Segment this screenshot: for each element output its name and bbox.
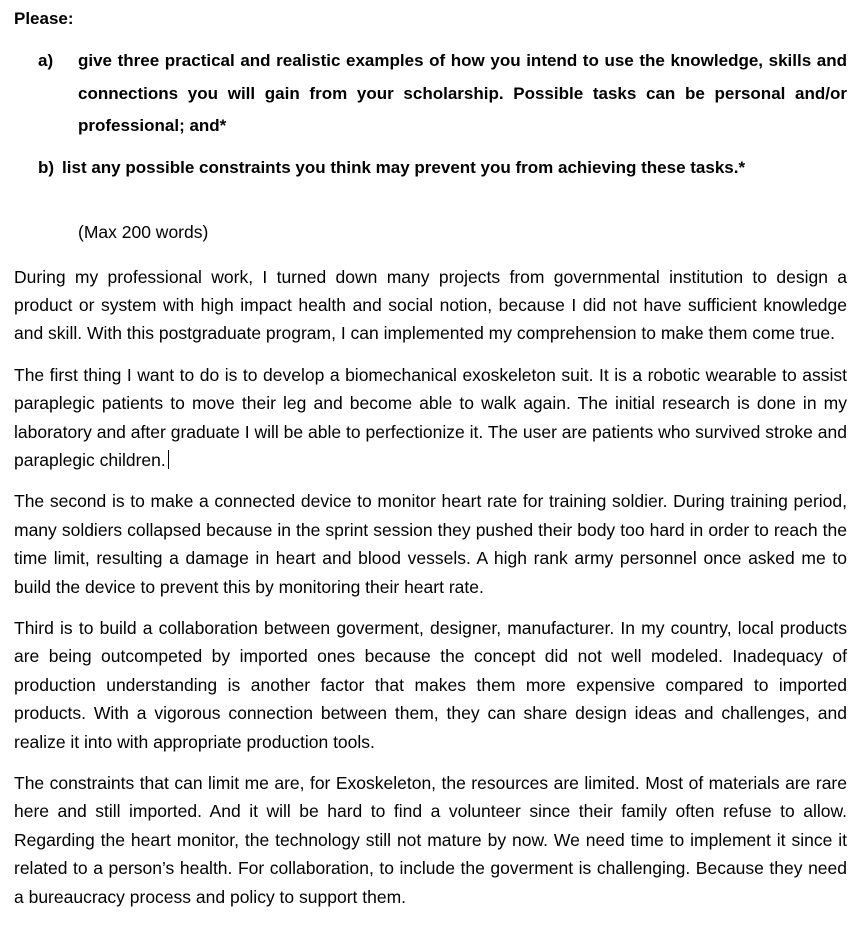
body-paragraph-2 xyxy=(14,361,847,475)
body-paragraph-4: Third is to build a collaboration between goverment, designer, manufacturer. In my country, local products are being outcompeted by imported ones because the concept did not well modeled. Inadequacy of production understanding is another factor that makes them more expensive compared to imported products. With a vigorous connection between them, they can share design ideas and challenges, and realize it into with appropriate production tools. xyxy=(14,617,847,752)
list-text-a: give three practical and realistic examples of how you intend to use the knowledge, skills and connections you will gain from your scholarship. Possible tasks can be personal and/or professional; and* xyxy=(78,51,847,135)
word-limit-note: (Max 200 words) xyxy=(78,221,209,242)
body-paragraph-1: During my professional work, I turned down many projects from governmental institution to design a product or system with high impact health and social notion, because I did not have sufficient knowledge and skill. With this postgraduate program, I can implemented my comprehension to make them come true. xyxy=(14,266,847,344)
paragraph-text: The first thing I want to do is to develop a biomechanical exoskeleton suit. It is a robotic wearable to assist paraplegic patients to move their leg and become able to walk again. The initial research is done in my laboratory and after graduate I will be able to perfectionize it. The user are patients who survived stroke and paraplegic children. xyxy=(14,364,847,470)
intro-label: Please: xyxy=(14,9,74,28)
body-paragraph-5: The constraints that can limit me are, for Exoskeleton, the resources are limited. Most of materials are rare here and still imported. And it will be hard to find a volunteer since their family often refuse to allow. Regarding the heart monitor, the technology still not mature by now. We need time to implement it since it related to a person’s health. For collaboration, to include the goverment is challenging. Because they need a bureaucracy process and policy to support them. xyxy=(14,773,847,907)
list-marker-b: b) xyxy=(38,157,55,177)
body-paragraph-3: The second is to make a connected device to monitor heart rate for training soldier. During training period, many soldiers collapsed because in the sprint session they pushed their body too hard in order to reach the time limit, resulting a damage in heart and blood vessels. A high rank army personnel once asked me to build the device to prevent this by monitoring their heart rate. xyxy=(14,491,847,597)
text-cursor xyxy=(168,450,170,469)
list-item-b xyxy=(38,157,847,179)
list-marker-a: a) xyxy=(38,51,54,70)
list-item-a xyxy=(38,45,847,143)
list-text-b: list any possible constraints you think may prevent you from achieving these tasks.* xyxy=(62,157,746,177)
